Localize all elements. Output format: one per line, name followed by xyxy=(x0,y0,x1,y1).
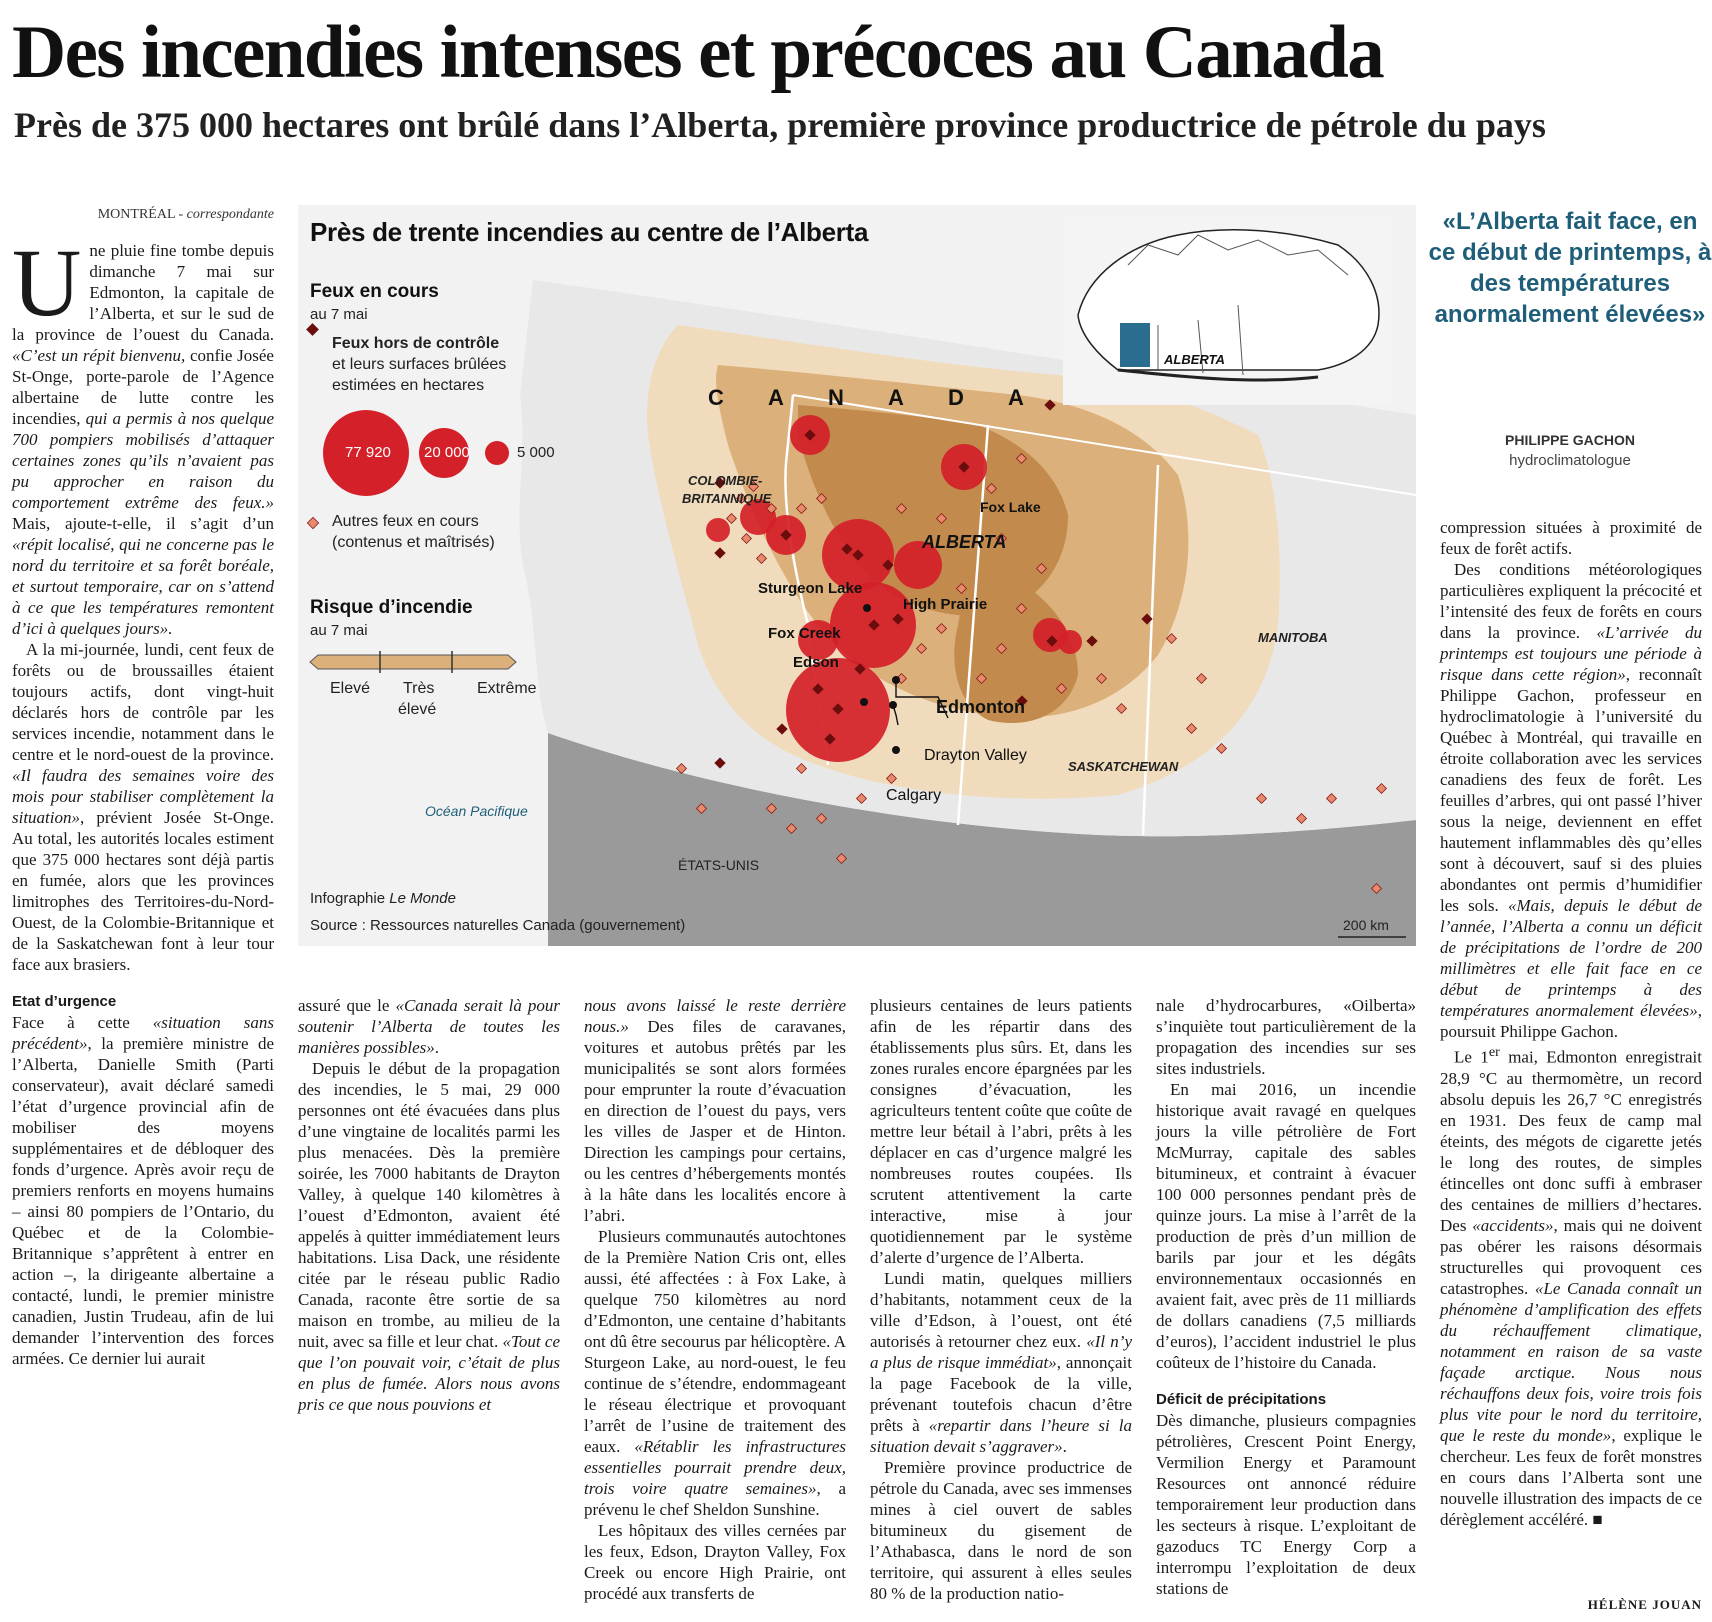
end-mark: ■ xyxy=(1592,1509,1603,1529)
city-label-edson: Edson xyxy=(793,654,839,671)
label-colombie-britannique-1: COLOMBIE- xyxy=(688,473,763,488)
country-letter: N xyxy=(828,385,844,410)
legend-value-medium: 20 000 xyxy=(424,444,470,461)
risk-label-extreme: Extrême xyxy=(477,680,537,697)
section-subheading: Déficit de précipitations xyxy=(1156,1391,1327,1408)
paragraph: Lundi matin, quelques milliers d’habitants, notamment ceux de la ville d’Edson, à l’ouest, ont été autorisés à retourner chez eux. «Il n’y a plus de risque immédiat», annonçait la page Facebook de la ville, prévenant toutefois chacun d’être prêts à «repartir dans l’heure si la situation devait s’aggraver». xyxy=(870,1269,1132,1456)
article-column-6 xyxy=(1440,517,1702,1592)
risk-label-very-high-1: Très xyxy=(403,680,435,697)
paragraph: nale d’hydrocarbures, «Oilberta» s’inquiète tout particulièrement de la propagation des incendies sur ses sites industriels. xyxy=(1156,996,1416,1078)
paragraph: Les hôpitaux des villes cernées par les feux, Edson, Drayton Valley, Fox Creek ou encore High Prairie, ont procédé aux transferts de xyxy=(584,1521,846,1603)
city-label-fox-lake: Fox Lake xyxy=(980,499,1041,515)
legend-fires-date: au 7 mai xyxy=(310,306,368,323)
paragraph: A la mi-journée, lundi, cent feux de forêts ou de broussailles étaient toujours actifs, dont vingt-huit déclarés hors de contrôle par les services incendie, notamment dans le centre et le nord-ouest de la province. «Il faudra des semaines voire des mois pour stabiliser complètement la situation», prévient Josée St-Onge. Au total, les autorités locales estiment que 375 000 hectares sont déjà partis en fumée, alors que les provinces limitrophes des Territoires-du-Nord-Ouest, de la Colombie-Britannique et de la Saskatchewan font à leur tour face aux brasiers. xyxy=(12,640,274,974)
dateline-role: correspondante xyxy=(186,207,274,222)
drop-cap: U xyxy=(12,229,82,336)
article-column-5 xyxy=(1156,995,1416,1607)
inset-label-alberta: ALBERTA xyxy=(1164,352,1225,367)
paragraph: Plusieurs communautés autochtones de la Première Nation Cris ont, elles aussi, été affectées : à Fox Lake, à quelque 750 kilomètres au nord d’Edmonton, une centaine d’habitants ont dû être secourus par hélicoptère. A Sturgeon Lake, au nord-ouest, le feu continue de s’étendre, endommageant le réseau électrique et provoquant l’arrêt de l’usine de traitement des eaux. «Rétablir les infrastructures essentielles pourrait prendre deux, trois voire quatre semaines», a prévenu le chef Sheldon Sunshine. xyxy=(584,1227,847,1519)
city-label-calgary: Calgary xyxy=(886,787,942,804)
legend-value-small: 5 000 xyxy=(517,444,555,461)
pull-quote-author: PHILIPPE GACHON xyxy=(1505,432,1635,448)
scale-label: 200 km xyxy=(1343,917,1389,933)
pull-quote: «L’Alberta fait face, en ce début de printemps, à des températures anormalement élevées» xyxy=(1428,208,1712,328)
label-manitoba: MANITOBA xyxy=(1258,630,1328,645)
legend-other-2: (contenus et maîtrisés) xyxy=(332,534,495,551)
city-label-high-prairie: High Prairie xyxy=(903,596,988,613)
legend-risk-title: Risque d’incendie xyxy=(310,597,473,618)
paragraph: Le 1er mai, Edmonton enregistrait 28,9 °C au thermomètre, un record absolu depuis les 26,7 °C enregistrés en 1931. Des feux de camp mal éteints, des mégots de cigarette jetés le long des routes, de simples étincelles ont donc suffi à embraser des centaines de milliers d’hectares. Des «accidents», mais qui ne doivent pas obérer les raisons désormais structurelles qui provoquent ces catastrophes. «Le Canada connaît un phénomène d’amplification des effets du réchauffement climatique, notamment en raison de sa vaste façade arctique. Nous nous réchauffons deux fois, voire trois fois plus vite pour le nord du territoire, que le reste du monde», explique le chercheur. Les feux de forêt monstres en cours dans l’Alberta sont une nouvelle illustration des impacts de ce dérèglement accéléré. ■ xyxy=(1440,1044,1702,1529)
label-ocean-pacifique: Océan Pacifique xyxy=(425,803,528,819)
country-letter: A xyxy=(888,385,904,410)
paragraph: Une pluie fine tombe depuis dimanche 7 mai sur Edmonton, la capitale de l’Alberta, et sur le sud de la province de l’ouest du Canada. «C’est un répit bienvenu, confie Josée St-Onge, porte-parole de l’Agence albertaine de lutte contre les incendies, qui a permis à nos quelque 700 pompiers mobilisés d’attaquer certaines zones qu’ils n’avaient pas pu approcher en raison du comportement extrême des feux.» Mais, ajoute-t-elle, il s’agit d’un «répit localisé, qui ne concerne pas le nord du territoire et sa forêt boréale, et surtout temporaire, car on s’attend à ce que les températures remontent d’ici à quelques jours». xyxy=(12,229,274,638)
country-letter: A xyxy=(1008,385,1024,410)
paragraph: Face à cette «situation sans précédent», la première ministre de l’Alberta, Danielle Smith (Parti conservateur), avait déclaré samedi l’état d’urgence provincial afin de mobiliser des moyens supplémentaires et de débloquer des fonds d’urgence. Après avoir reçu de premiers renforts en moyens humains – ainsi 80 pompiers de l’Ontario, du Québec et de la Colombie-Britannique s’apprêtent à entrer en action –, la dirigeante albertaine a contacté, lundi, le premier ministre canadien, Justin Trudeau, afin de lui demander l’intervention des forces armées. Ce dernier lui aurait xyxy=(12,1013,274,1368)
label-alberta: ALBERTA xyxy=(922,532,1007,552)
paragraph: En mai 2016, un incendie historique avait ravagé en quelques jours la ville pétrolière de Fort McMurray, capitale des sables bitumineux, et contraint à évacuer 100 000 personnes pendant près de quinze jours. La mise à l’arrêt de la production de près d’un million de barils par jour et les dégâts environnementaux occasionnés en avaient fait, avec près de 11 milliards de dollars canadiens (7,5 milliards d’euros), l’accident industriel le plus coûteux de l’histoire du Canada. xyxy=(1156,1080,1416,1372)
city-label-fox-creek: Fox Creek xyxy=(768,625,841,642)
paragraph: plusieurs centaines de leurs patients afin de les répartir dans des établissements plus sûrs. Et, dans les zones rurales encore épargnées par les consignes d’évacuation, les agriculteurs tentent coûte que coûte de mettre leur bétail à l’abri, prêts à les déplacer en cas d’urgence malgré les nombreuses routes coupées. Ils scrutent attentivement la carte interactive, mise à jour quotidiennement par le système d’alerte d’urgence de l’Alberta. xyxy=(870,996,1132,1267)
legend-fires-title: Feux en cours xyxy=(310,281,439,302)
section-subheading: Etat d’urgence xyxy=(12,993,117,1010)
legend-uncontrolled-title: Feux hors de contrôle xyxy=(332,335,500,352)
paragraph: Des conditions météorologiques particulières expliquent la précocité et l’intensité des feux de forêts en cours dans la province. «L’arrivée du printemps est toujours une période à risque dans cette région», reconnaît Philippe Gachon, professeur en hydroclimatologie à l’université du Québec à Montréal, qui travaille en étroite collaboration avec les services canadiens des feux de forêt. Les feuilles d’arbres, qui ont passé l’hiver sous la neige, deviennent en effet hautement inflammables dès qu’elles sont à découvert, sauf si des pluies abondantes ont permis d’humidifier les sols. «Mais, depuis le début de l’année, l’Alberta a connu un déficit de précipitations de l’ordre de 200 millimètres et elle fait face en ce début de printemps à des températures anormalement élevées», poursuit Philippe Gachon. xyxy=(1440,560,1703,1041)
legend-uncontrolled-desc-1: et leurs surfaces brûlées xyxy=(332,356,507,373)
paragraph: nous avons laissé le reste derrière nous.» Des files de caravanes, voitures et autobus prêtés par les municipalités se sont alors formées pour emprunter la route d’évacuation en direction de l’ouest du pays, vers les villes de Jasper et de Hinton. Direction les campings pour certains, ou les centres d’hébergements montés à la hâte dans les localités encore à l’abri. xyxy=(584,996,846,1225)
legend-uncontrolled-desc-2: estimées en hectares xyxy=(332,377,485,394)
paragraph: assuré que le «Canada serait là pour soutenir l’Alberta de toutes les manières possibles». xyxy=(298,996,560,1057)
map-credit: Infographie Le Monde xyxy=(310,890,456,907)
map-source: Source : Ressources naturelles Canada (gouvernement) xyxy=(310,917,686,934)
map-title: Près de trente incendies au centre de l’Alberta xyxy=(310,217,869,247)
country-letter: C xyxy=(708,385,724,410)
paragraph: Depuis le début de la propagation des incendies, le 5 mai, 29 000 personnes ont été évacuées dans plus d’une vingtaine de localités parmi les plus menacées. Dès la première soirée, les 7000 habitants de Drayton Valley, à quelque 140 kilomètres à l’ouest d’Edmonton, avaient été appelés à quitter immédiatement leurs habitations. Lisa Dack, une résidente citée par le réseau public Radio Canada, raconte être sortie de sa maison en trombe, au milieu de la nuit, avec sa fille et leur chat. «Tout ce que l’on pouvait voir, c’était de plus en plus de fumée. Alors nous avons pris ce que nous pouvions et xyxy=(298,1059,560,1414)
legend-risk-date: au 7 mai xyxy=(310,622,368,639)
city-label-edmonton: Edmonton xyxy=(936,697,1025,717)
risk-label-high: Elevé xyxy=(330,680,371,697)
label-saskatchewan: SASKATCHEWAN xyxy=(1068,759,1179,774)
paragraph: Première province productrice de pétrole du Canada, avec ses immenses mines à ciel ouvert de sables bitumineux du gisement de l’Athabasca, dans le nord de son territoire, qui assurent à elles seules 80 % de la production natio- xyxy=(870,1458,1132,1603)
legend-value-large: 77 920 xyxy=(345,444,391,461)
inset-map-canada xyxy=(1063,215,1393,405)
label-colombie-britannique-2: BRITANNIQUE xyxy=(682,491,772,506)
paragraph: Dès dimanche, plusieurs compagnies pétrolières, Crescent Point Energy, Vermilion Energy et Paramount Resources ont annoncé réduire temporairement leur production dans les secteurs à risque. L’exploitant de gazoducs TC Energy Corp a interrompu l’exploitation de deux stations de xyxy=(1156,1411,1416,1598)
headline: Des incendies intenses et précoces au Canada xyxy=(12,11,1384,94)
legend-other-1: Autres feux en cours xyxy=(332,513,479,530)
map-graphic xyxy=(298,205,1416,946)
pull-quote-role: hydroclimatologue xyxy=(1509,452,1631,469)
article-column-2 xyxy=(298,995,560,1607)
paragraph: compression situées à proximité de feux de forêt actifs. xyxy=(1440,518,1702,558)
fire-map-infographic xyxy=(298,205,1416,946)
article-column-4 xyxy=(870,995,1132,1607)
author-signature: HÉLÈNE JOUAN xyxy=(1587,1597,1702,1612)
risk-label-very-high-2: élevé xyxy=(398,701,437,718)
subheadline: Près de 375 000 hectares ont brûlé dans l’Alberta, première province productrice de pétrole du pays xyxy=(14,105,1546,145)
article-column-3 xyxy=(584,995,846,1607)
article-column-1 xyxy=(12,229,274,1455)
city-label-sturgeon-lake: Sturgeon Lake xyxy=(758,580,863,597)
country-letter: A xyxy=(768,385,784,410)
dateline-place: MONTRÉAL - xyxy=(97,207,187,222)
label-etats-unis: ÉTATS-UNIS xyxy=(678,857,760,873)
city-label-drayton-valley: Drayton Valley xyxy=(924,747,1027,764)
dateline xyxy=(12,207,274,223)
legend-circle-small xyxy=(485,441,509,465)
country-letter: D xyxy=(948,385,964,410)
